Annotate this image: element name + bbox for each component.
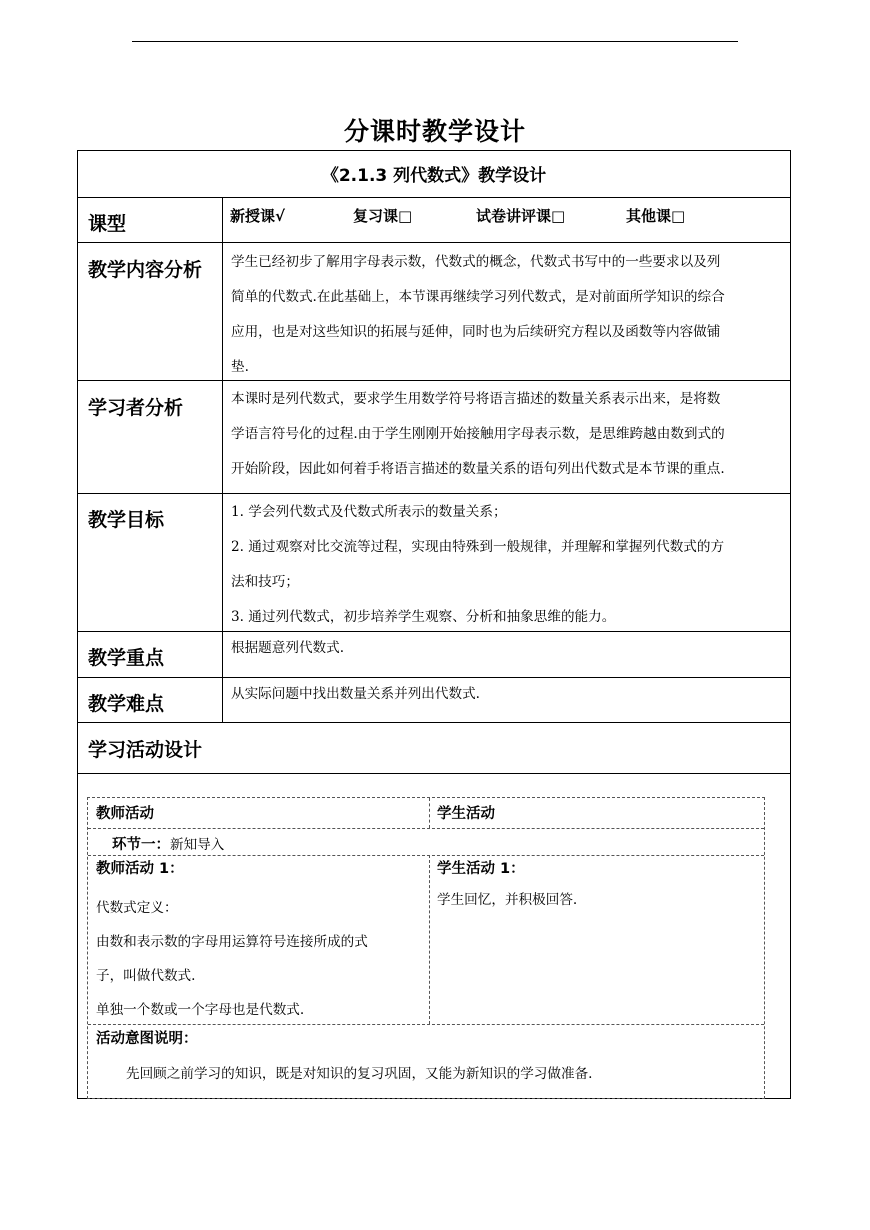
- intent-title: 活动意图说明：: [96, 1031, 198, 1047]
- stage-label: [112, 833, 224, 854]
- content-line: 应用，也是对这些知识的拓展与延伸，同时也为后续研究方程以及函数等内容做铺: [231, 324, 721, 340]
- teacher-activity-cell: [88, 855, 429, 1024]
- lesson-type-option-review: 复习课□: [353, 207, 413, 225]
- content-analysis-label: 教学内容分析: [88, 259, 203, 281]
- content-line: 学语言符号化的过程.由于学生刚刚开始接触用字母表示数，是思维跨越由数到式的: [231, 426, 725, 442]
- objectives-text: [231, 495, 787, 635]
- lesson-type-label: 课型: [88, 213, 127, 235]
- objective-line: 法和技巧；: [231, 574, 299, 590]
- activity-design-label: 学习活动设计: [88, 739, 203, 761]
- content-line: 学生已经初步了解用字母表示数，代数式的概念，代数式书写中的一些要求以及列: [231, 254, 721, 270]
- key-point-label: 教学重点: [88, 647, 165, 669]
- student-activity-cell: [429, 855, 764, 1024]
- teacher-activity-header: 教师活动: [96, 806, 154, 822]
- row-divider: [78, 493, 790, 494]
- objective-line: 2. 通过观察对比交流等过程，实现由特殊到一般规律，并理解和掌握列代数式的方: [231, 539, 725, 555]
- column-divider: [222, 197, 223, 722]
- difficulty-text: 从实际问题中找出数量关系并列出代数式.: [231, 686, 481, 702]
- teacher-activity-title: 教师活动 1：: [96, 861, 184, 877]
- student-activity-header: 学生活动: [437, 806, 495, 822]
- activity-column-divider: [429, 798, 430, 828]
- activity-table: [87, 797, 765, 1099]
- content-line: 垫.: [231, 359, 249, 375]
- lesson-design-table: [77, 150, 791, 1099]
- teacher-activity-text: [96, 891, 421, 1027]
- teacher-activity-line: 单独一个数或一个字母也是代数式.: [96, 1002, 305, 1018]
- lesson-title: 《2.1.3 列代数式》教学设计: [321, 166, 547, 186]
- student-activity-text: 学生回忆，并积极回答.: [437, 892, 578, 908]
- row-divider: [78, 197, 790, 198]
- teacher-activity-line: 子，叫做代数式.: [96, 968, 196, 984]
- lesson-type-option-other: 其他课□: [626, 207, 686, 225]
- student-activity-title: 学生活动 1：: [437, 861, 525, 877]
- objective-line: 3. 通过列代数式，初步培养学生观察、分析和抽象思维的能力。: [231, 609, 616, 625]
- learner-analysis-label: 学习者分析: [88, 397, 184, 419]
- key-point-text: 根据题意列代数式.: [231, 640, 345, 656]
- difficulty-label: 教学难点: [88, 693, 165, 715]
- row-divider: [78, 242, 790, 243]
- page-title: 分课时教学设计: [343, 117, 526, 146]
- teacher-activity-line: 代数式定义：: [96, 900, 178, 916]
- stage-prefix: 环节一：: [112, 837, 170, 853]
- teacher-activity-line: 由数和表示数的字母用运算符号连接所成的式: [96, 934, 368, 950]
- learner-analysis-text: [231, 382, 787, 487]
- intent-text: 先回顾之前学习的知识，既是对知识的复习巩固，又能为新知识的学习做准备.: [126, 1066, 593, 1082]
- header-rule: [132, 41, 738, 42]
- content-line: 开始阶段，因此如何着手将语言描述的数量关系的语句列出代数式是本节课的重点.: [231, 461, 725, 477]
- content-line: 简单的代数式.在此基础上，本节课再继续学习列代数式，是对前面所学知识的综合: [231, 289, 725, 305]
- content-line: 本课时是列代数式，要求学生用数学符号将语言描述的数量关系表示出来，是将数: [231, 391, 721, 407]
- content-analysis-text: [231, 245, 787, 385]
- objective-line: 1. 学会列代数式及代数式所表示的数量关系；: [231, 504, 507, 520]
- row-divider: [78, 773, 790, 774]
- lesson-type-option-exam-review: 试卷讲评课□: [476, 207, 566, 225]
- activity-row-divider: [88, 828, 764, 829]
- stage-name: 新知导入: [170, 837, 225, 853]
- row-divider: [78, 722, 790, 723]
- lesson-type-option-new: 新授课√: [230, 207, 286, 225]
- objectives-label: 教学目标: [88, 509, 165, 531]
